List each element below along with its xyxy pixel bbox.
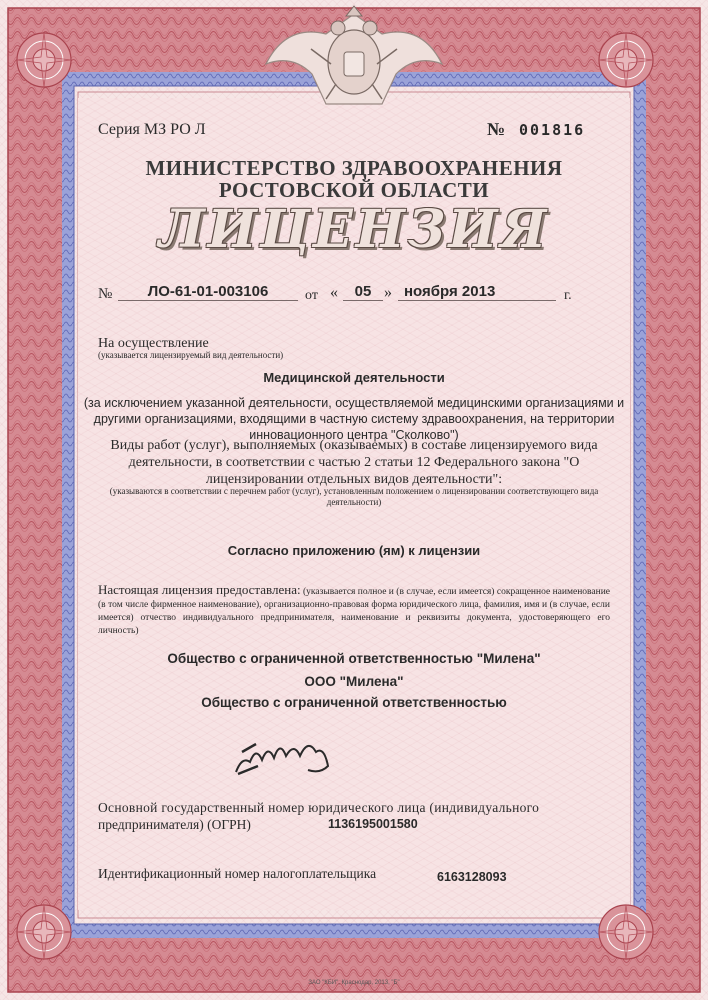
licensee-short-name: ООО "Милена" — [304, 674, 404, 689]
ogrn-label-line-1: Основной государственный номер юридического лица (индивидуального — [98, 800, 540, 815]
licensee-intro-block — [98, 583, 610, 638]
ogrn-label-line-2: предпринимателя) (ОГРН) — [98, 817, 251, 832]
activity-intro: На осуществление — [98, 336, 209, 351]
quote-close: » — [384, 284, 392, 301]
activity-intro-note: (указывается лицензируемый вид деятельности) — [98, 350, 284, 360]
corner-rosette-icon — [14, 30, 74, 90]
corner-rosette-icon — [596, 902, 656, 962]
ogrn-value: 1136195001580 — [328, 817, 418, 831]
license-number: ЛО-61-01-003106 — [118, 283, 298, 301]
inn-value: 6163128093 — [437, 870, 507, 884]
inn-label: Идентификационный номер налогоплательщика — [98, 866, 377, 881]
document-title: ЛИЦЕНЗИЯ — [158, 199, 550, 260]
licensee-intro-note: (указывается полное и (в случае, если имеется) сокращенное наименование (в том числе фирменное наименование), организационно-правовая форма юридического лица, фамилия, имя и (в случае, если имеется) отчество индивидуального предпринимателя, наименование и реквизиты документа, удостоверяющего его личность) — [98, 587, 610, 636]
issuer-line-1: МИНИСТЕРСТВО ЗДРАВООХРАНЕНИЯ — [145, 156, 563, 180]
activity-exception: (за исключением указанной деятельности, осуществляемой медицинскими организациями и другими организациями, входящими в частную систему здравоохранения, на территории инновационного центра "Сколково") — [83, 396, 625, 442]
licensee-intro: Настоящая лицензия предоставлена: — [98, 582, 301, 597]
date-from-label: от — [305, 288, 318, 303]
works-note: (указываются в соответствии с перечнем работ (услуг), установленным положением о лицензировании соответствующего вида деятельности) — [109, 486, 599, 507]
license-month-year: ноября 2013 — [398, 283, 556, 301]
license-day: 05 — [343, 283, 383, 301]
signature — [228, 726, 338, 786]
number-sign: № — [487, 119, 506, 139]
activity-name: Медицинской деятельности — [263, 370, 445, 385]
licensee-full-name: Общество с ограниченной ответственностью "Милена" — [167, 651, 541, 666]
double-headed-eagle-emblem-icon — [256, 4, 452, 108]
year-suffix: г. — [564, 288, 572, 303]
printer-imprint: ЗАО "КБИ", Краснодар, 2013, "Б" — [308, 980, 400, 986]
licensee-legal-form: Общество с ограниченной ответственностью — [201, 695, 507, 710]
series-label: Серия МЗ РО Л — [98, 121, 206, 138]
blank-number: 001816 — [519, 121, 586, 139]
corner-rosette-icon — [596, 30, 656, 90]
quote-open: « — [330, 284, 338, 301]
license-number-sign: № — [98, 286, 113, 302]
corner-rosette-icon — [14, 902, 74, 962]
according-to-appendix: Согласно приложению (ям) к лицензии — [227, 543, 481, 558]
issuer-line-2: РОСТОВСКОЙ ОБЛАСТИ — [218, 178, 490, 202]
works-text: Виды работ (услуг), выполняемых (оказываемых) в составе лицензируемого вида деятельности, в соответствии с частью 2 статьи 12 Федерального закона "О лицензировании отдельных видов деятельности": — [110, 438, 598, 487]
